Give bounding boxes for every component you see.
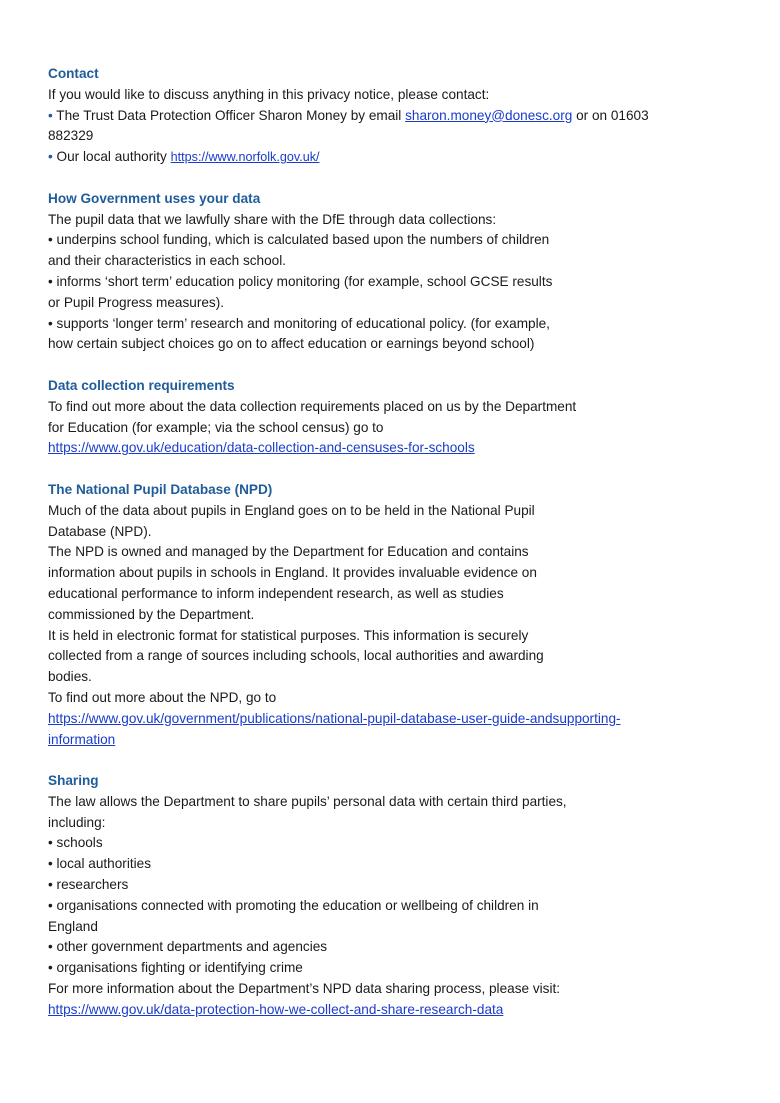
npd-link-line [48, 709, 748, 730]
government-line: The pupil data that we lawfully share with the DfE through data collections: [48, 211, 497, 227]
requirements-line: To find out more about the data collection requirements placed on us by the Department [48, 398, 577, 414]
bullet-icon: • [48, 107, 53, 123]
sharing-line: The law allows the Department to share pupils’ personal data with certain third parties, [48, 793, 567, 809]
npd-line: Much of the data about pupils in England goes on to be held in the National Pupil [48, 502, 535, 518]
npd-line: Database (NPD). [48, 523, 152, 539]
npd-line: information about pupils in schools in England. It provides invaluable evidence on [48, 565, 537, 581]
npd-line: The NPD is owned and managed by the Department for Education and contains [48, 544, 529, 560]
npd-line: collected from a range of sources including schools, local authorities and awarding [48, 648, 544, 664]
sharing-line: • organisations connected with promoting the education or wellbeing of children in [48, 897, 539, 913]
contact-la-line [48, 147, 748, 168]
sharing-line: • local authorities [48, 856, 151, 872]
data-collection-link[interactable]: https://www.gov.uk/education/data-collection-and-censuses-for-schools [48, 440, 475, 456]
dpo-email-link[interactable]: sharon.money@donesc.org [405, 107, 573, 123]
contact-dpo-line [48, 106, 748, 127]
privacy-notice-page [48, 64, 748, 1041]
government-line: • supports ‘longer term’ research and monitoring of educational policy. (for example, [48, 315, 550, 331]
sharing-line: England [48, 918, 98, 934]
government-section [48, 189, 748, 355]
requirements-section [48, 376, 748, 459]
bullet-icon: • [48, 149, 53, 165]
contact-dpo-phone-post: 882329 [48, 128, 94, 144]
government-line: how certain subject choices go on to affect education or earnings beyond school) [48, 336, 535, 352]
sharing-line: including: [48, 814, 106, 830]
npd-line: bodies. [48, 669, 92, 685]
sharing-line: • other government departments and agencies [48, 939, 328, 955]
npd-line: To find out more about the NPD, go to [48, 689, 277, 705]
government-line: and their characteristics in each school. [48, 253, 287, 269]
data-sharing-link[interactable]: https://www.gov.uk/data-protection-how-we-collect-and-share-research-data [48, 1001, 504, 1017]
government-heading: How Government uses your data [48, 190, 261, 206]
npd-link-line [48, 730, 748, 751]
government-line: or Pupil Progress measures). [48, 294, 225, 310]
npd-guide-link[interactable]: https://www.gov.uk/government/publications/national-pupil-database-user-guide-andsupporting- [48, 710, 621, 726]
local-authority-link[interactable]: https://www.norfolk.gov.uk/ [170, 150, 320, 165]
npd-line: commissioned by the Department. [48, 606, 255, 622]
npd-section [48, 480, 748, 750]
sharing-line: • organisations fighting or identifying crime [48, 960, 303, 976]
government-line: • underpins school funding, which is calculated based upon the numbers of children [48, 232, 550, 248]
sharing-link-line [48, 1000, 748, 1021]
contact-intro: If you would like to discuss anything in this privacy notice, please contact: [48, 86, 490, 102]
requirements-line: for Education (for example; via the school census) go to [48, 419, 384, 435]
government-line: • informs ‘short term’ education policy monitoring (for example, school GCSE results [48, 273, 553, 289]
sharing-section [48, 771, 748, 1021]
sharing-heading: Sharing [48, 773, 99, 789]
requirements-heading: Data collection requirements [48, 377, 235, 393]
requirements-link-line [48, 438, 748, 459]
contact-section [48, 64, 748, 168]
sharing-line: For more information about the Department’s NPD data sharing process, please visit: [48, 981, 561, 997]
contact-la-text: Our local authority [56, 149, 171, 165]
sharing-line: • schools [48, 835, 103, 851]
sharing-line: • researchers [48, 877, 129, 893]
contact-dpo-phone-pre: or on 01603 [572, 107, 649, 123]
contact-heading: Contact [48, 66, 99, 81]
contact-dpo-text: The Trust Data Protection Officer Sharon Money by email [56, 107, 406, 123]
npd-heading: The National Pupil Database (NPD) [48, 481, 273, 497]
npd-guide-link-continued[interactable]: information [48, 731, 116, 747]
npd-line: It is held in electronic format for statistical purposes. This information is securely [48, 627, 529, 643]
npd-line: educational performance to inform independent research, as well as studies [48, 585, 504, 601]
